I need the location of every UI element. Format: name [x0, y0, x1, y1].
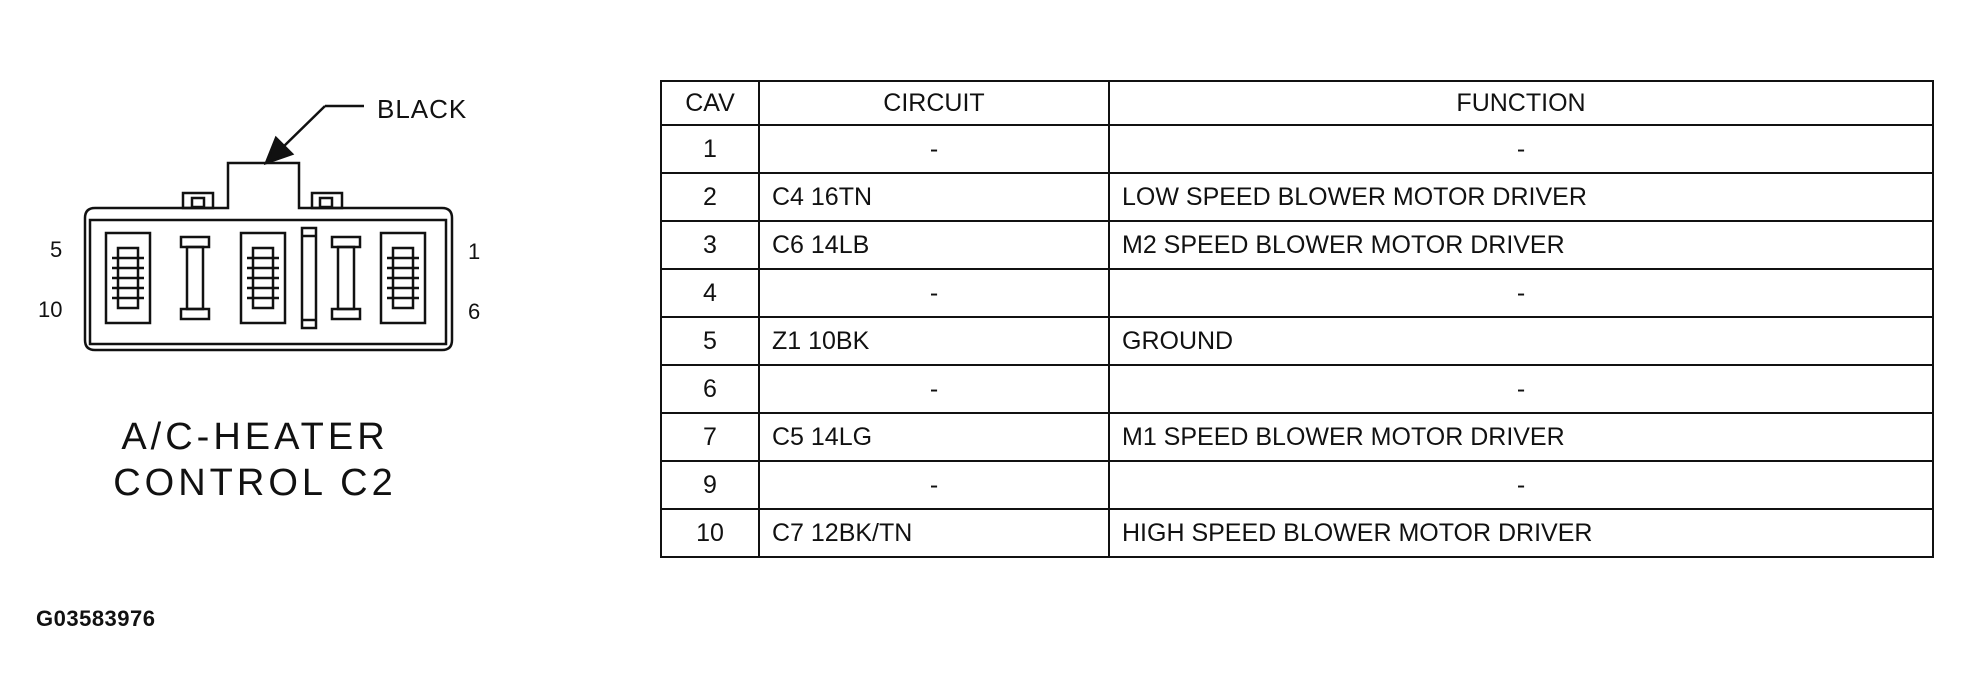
connector-title-line2: CONTROL C2 [113, 462, 397, 504]
cell-function: - [1109, 365, 1933, 413]
cell-circuit: - [759, 461, 1109, 509]
terminal-cavity-5-10 [106, 233, 150, 323]
cell-cav: 4 [661, 269, 759, 317]
table-row [661, 125, 1933, 173]
cell-cav: 5 [661, 317, 759, 365]
pin-label-10: 10 [38, 297, 63, 322]
cell-circuit: - [759, 125, 1109, 173]
cell-function: - [1109, 461, 1933, 509]
table-header-row [661, 81, 1933, 125]
header-circuit: CIRCUIT [759, 81, 1109, 125]
cell-circuit: - [759, 365, 1109, 413]
cell-circuit: Z1 10BK [759, 317, 1109, 365]
table-row [661, 413, 1933, 461]
header-function: FUNCTION [1109, 81, 1933, 125]
terminal-cavity-4-9 [181, 237, 209, 319]
cell-function: GROUND [1109, 317, 1933, 365]
cell-circuit: C7 12BK/TN [759, 509, 1109, 557]
cell-cav: 2 [661, 173, 759, 221]
pin-label-5: 5 [50, 237, 63, 262]
cell-function: HIGH SPEED BLOWER MOTOR DRIVER [1109, 509, 1933, 557]
pin-label-6: 6 [468, 299, 481, 324]
terminal-cavity-1-6 [381, 233, 425, 323]
cell-function: M2 SPEED BLOWER MOTOR DRIVER [1109, 221, 1933, 269]
terminal-cavity-2-6 [332, 237, 360, 319]
cell-function: M1 SPEED BLOWER MOTOR DRIVER [1109, 413, 1933, 461]
table-row [661, 317, 1933, 365]
cell-function: - [1109, 125, 1933, 173]
table-row [661, 173, 1933, 221]
table-row [661, 221, 1933, 269]
cell-function: LOW SPEED BLOWER MOTOR DRIVER [1109, 173, 1933, 221]
cell-circuit: C5 14LG [759, 413, 1109, 461]
cell-cav: 3 [661, 221, 759, 269]
pinout-table [660, 80, 1934, 558]
terminal-cavity-3-7 [241, 233, 285, 323]
table-row [661, 269, 1933, 317]
figure-id: G03583976 [36, 606, 156, 631]
table-row [661, 365, 1933, 413]
connector-title [100, 414, 410, 506]
cell-circuit: C6 14LB [759, 221, 1109, 269]
connector-color-label: BLACK [377, 94, 468, 124]
table-body [661, 125, 1933, 557]
cell-circuit: - [759, 269, 1109, 317]
cell-cav: 10 [661, 509, 759, 557]
center-key [302, 228, 316, 328]
cell-cav: 1 [661, 125, 759, 173]
header-cav: CAV [661, 81, 759, 125]
pin-label-1: 1 [468, 239, 481, 264]
cell-function: - [1109, 269, 1933, 317]
connector-title-line1: A/C-HEATER [121, 416, 389, 458]
cell-cav: 9 [661, 461, 759, 509]
cell-cav: 7 [661, 413, 759, 461]
table-row [661, 509, 1933, 557]
cell-cav: 6 [661, 365, 759, 413]
callout-arrow [266, 106, 364, 163]
table-row [661, 461, 1933, 509]
cell-circuit: C4 16TN [759, 173, 1109, 221]
